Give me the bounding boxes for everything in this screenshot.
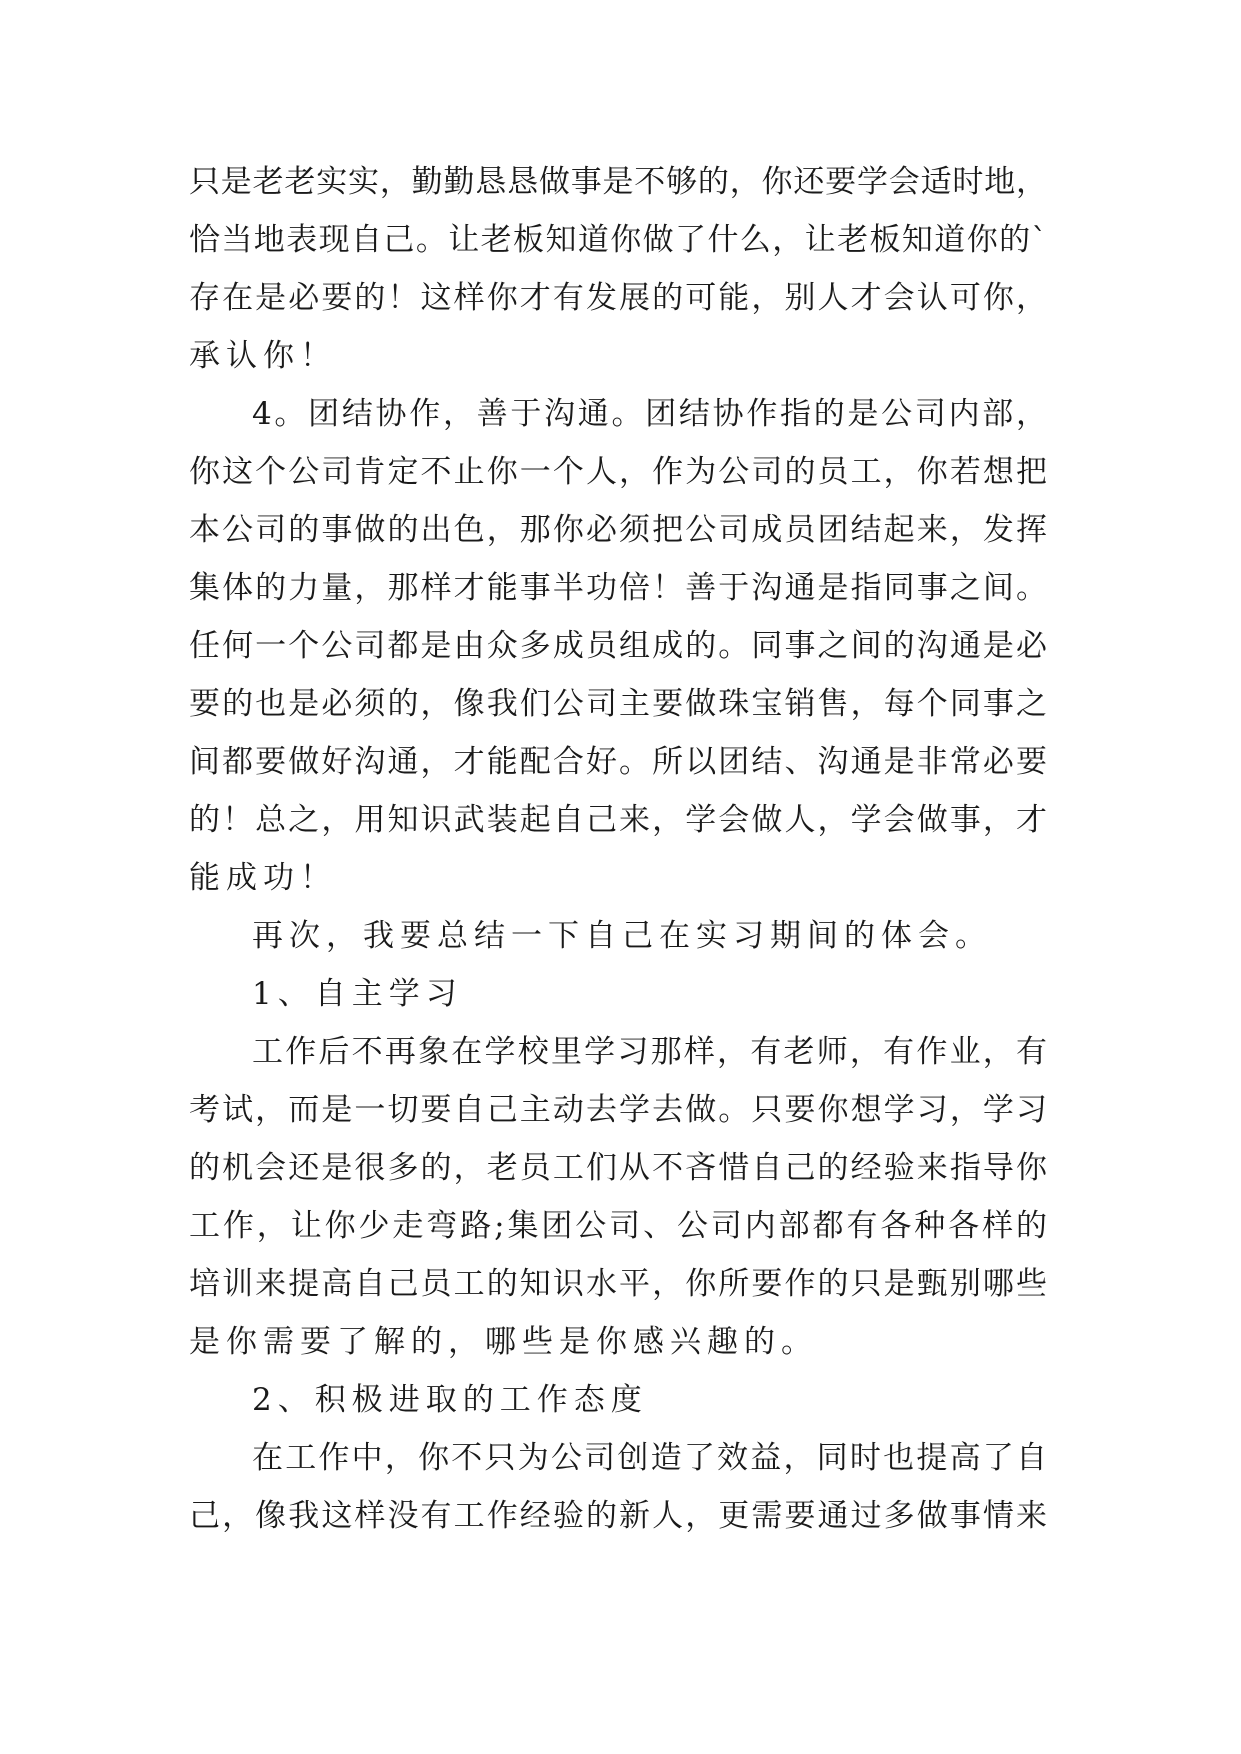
- text-line: [0, 1138, 1241, 1198]
- text-line-content: 恰当地表现自己。让老板知道你做了什么，让老板知道你的`: [189, 222, 1047, 258]
- text-line-content: 只是老老实实，勤勤恳恳做事是不够的，你还要学会适时地，: [189, 164, 1047, 200]
- text-line: [0, 848, 1241, 908]
- text-line: [0, 1196, 1241, 1256]
- text-line-content: 培训来提高自己员工的知识水平，你所要作的只是甄别哪些: [189, 1266, 1047, 1302]
- text-line-content: 承认你！: [189, 338, 337, 374]
- section-heading-text: 1、自主学习: [252, 976, 463, 1012]
- text-line-content: 考试，而是一切要自己主动去学去做。只要你想学习，学习: [189, 1092, 1047, 1128]
- text-line-content: 工作后不再象在学校里学习那样，有老师，有作业，有: [252, 1034, 1047, 1070]
- text-line-content: 你这个公司肯定不止你一个人，作为公司的员工，你若想把: [189, 454, 1047, 490]
- text-line: [0, 1312, 1241, 1372]
- section-heading: [0, 964, 1241, 1024]
- text-line-content: 能成功！: [189, 860, 337, 896]
- text-line: [0, 210, 1241, 270]
- text-line-content: 的！总之，用知识武装起自己来，学会做人，学会做事，才: [189, 802, 1047, 838]
- text-line: [0, 268, 1241, 328]
- section-heading-text: 2、积极进取的工作态度: [252, 1382, 648, 1418]
- text-line-content: 是你需要了解的，哪些是你感兴趣的。: [189, 1324, 818, 1360]
- section-heading: [0, 1370, 1241, 1430]
- text-line: [0, 1254, 1241, 1314]
- text-line-content: 存在是必要的！这样你才有发展的可能，别人才会认可你，: [189, 280, 1047, 316]
- text-line-content: 己，像我这样没有工作经验的新人，更需要通过多做事情来: [189, 1498, 1047, 1534]
- text-line-content: 4。团结协作，善于沟通。团结协作指的是公司内部，: [252, 396, 1047, 432]
- text-line-content: 的机会还是很多的，老员工们从不吝惜自己的经验来指导你: [189, 1150, 1047, 1186]
- text-line-content: 再次，我要总结一下自己在实习期间的体会。: [252, 918, 992, 954]
- text-line: [0, 1080, 1241, 1140]
- text-line-content: 工作，让你少走弯路;集团公司、公司内部都有各种各样的: [189, 1208, 1047, 1244]
- text-line: [0, 1428, 1241, 1488]
- text-line-content: 本公司的事做的出色，那你必须把公司成员团结起来，发挥: [189, 512, 1047, 548]
- text-line: [0, 1022, 1241, 1082]
- text-line-content: 集体的力量，那样才能事半功倍！善于沟通是指同事之间。: [189, 570, 1047, 606]
- text-line: [0, 384, 1241, 444]
- text-line: [0, 732, 1241, 792]
- text-line: [0, 326, 1241, 386]
- text-line-content: 间都要做好沟通，才能配合好。所以团结、沟通是非常必要: [189, 744, 1047, 780]
- text-line-content: 任何一个公司都是由众多成员组成的。同事之间的沟通是必: [189, 628, 1047, 664]
- text-line: [0, 442, 1241, 502]
- text-line-content: 要的也是必须的，像我们公司主要做珠宝销售，每个同事之: [189, 686, 1047, 722]
- text-line: [0, 558, 1241, 618]
- text-line: [0, 152, 1241, 212]
- text-line: [0, 1486, 1241, 1546]
- text-line: [0, 616, 1241, 676]
- text-line: [0, 906, 1241, 966]
- text-line: [0, 674, 1241, 734]
- text-line: [0, 500, 1241, 560]
- text-line: [0, 790, 1241, 850]
- text-line-content: 在工作中，你不只为公司创造了效益，同时也提高了自: [252, 1440, 1047, 1476]
